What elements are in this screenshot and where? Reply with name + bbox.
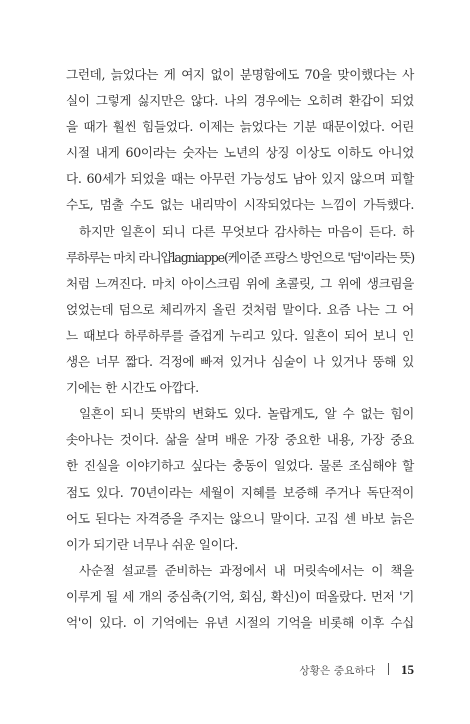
text-line: 기에는 한 시간도 아깝다. [66,380,199,396]
text-line: 느 때보다 하루하루를 즐겁게 누리고 있다. 일흔이 되어 보니 인 [66,327,414,343]
text-line: 솟아나는 것이다. 삶을 살며 배운 가장 중요한 내용, 가장 중요 [66,432,414,448]
text-line: 사순절 설교를 준비하는 과정에서 내 머릿속에서는 이 책을 [79,562,414,578]
text-line: 하지만 일흔이 되니 다른 무엇보다 감사하는 마음이 든다. 하 [79,223,414,239]
paragraph-4 [66,558,414,636]
text-line: 생은 너무 짧다. 걱정에 빠져 있거나 심술이 나 있거나 뚱해 있 [66,354,414,370]
text-line: 그런데, 늙었다는 게 여지 없이 분명함에도 70을 맞이했다는 사 [66,67,414,82]
paragraph-2 [66,219,414,402]
footer-divider [388,663,389,675]
paragraph-3 [66,401,414,558]
text-line: 한 진실을 이야기하고 싶다는 충동이 일었다. 물론 조심해야 할 [66,458,414,474]
page-number: 15 [401,662,414,677]
text-line: 어도 된다는 자격증을 주지는 않으니 말이다. 고집 센 바보 늙은 [66,510,414,526]
text-line: 억'이 있다. 이 기억에는 유년 시절의 기억을 비롯해 이후 수십 [66,614,414,630]
paragraph-1 [66,62,414,219]
running-title: 상황은 중요하다 [299,665,376,677]
text-line: 이루게 될 세 개의 중심축(기억, 회심, 확신)이 떠올랐다. 먼저 '기 [66,588,414,604]
page-footer [299,660,414,680]
text-line: 일흔이 되니 뜻밖의 변화도 있다. 놀랍게도, 알 수 없는 힘이 [79,406,414,422]
text-line: 수도, 멈출 수도 없는 내리막이 시작되었다는 느낌이 가득했다. [66,197,414,213]
text-line: 다. 60세가 되었을 때는 아무런 가능성도 남아 있지 않으며 피할 [66,171,414,187]
text-line: 실이 그렇게 싫지만은 않다. 나의 경우에는 오히려 환갑이 되었 [66,93,414,109]
body-text [66,62,414,636]
text-line: 루하루는 마치 라니얍lagniappe(케이준 프랑스 방언으로 '덤'이라는 뜻) [66,249,414,265]
text-line: 이가 되기란 너무나 쉬운 일이다. [66,536,238,552]
text-line: 시절 내게 60이라는 숫자는 노년의 상징 이상도 이하도 아니었 [66,145,414,161]
text-line: 처럼 느껴진다. 마치 아이스크림 위에 초콜릿, 그 위에 생크림을 [66,275,414,291]
text-line: 얹었는데 덤으로 체리까지 올린 것처럼 말이다. 요즘 나는 그 어 [66,301,414,317]
text-line: 을 때가 훨씬 힘들었다. 이제는 늙었다는 기분 때문이었다. 어린 [66,119,414,135]
text-line: 점도 있다. 70년이라는 세월이 지혜를 보증해 주거나 독단적이 [66,484,414,500]
